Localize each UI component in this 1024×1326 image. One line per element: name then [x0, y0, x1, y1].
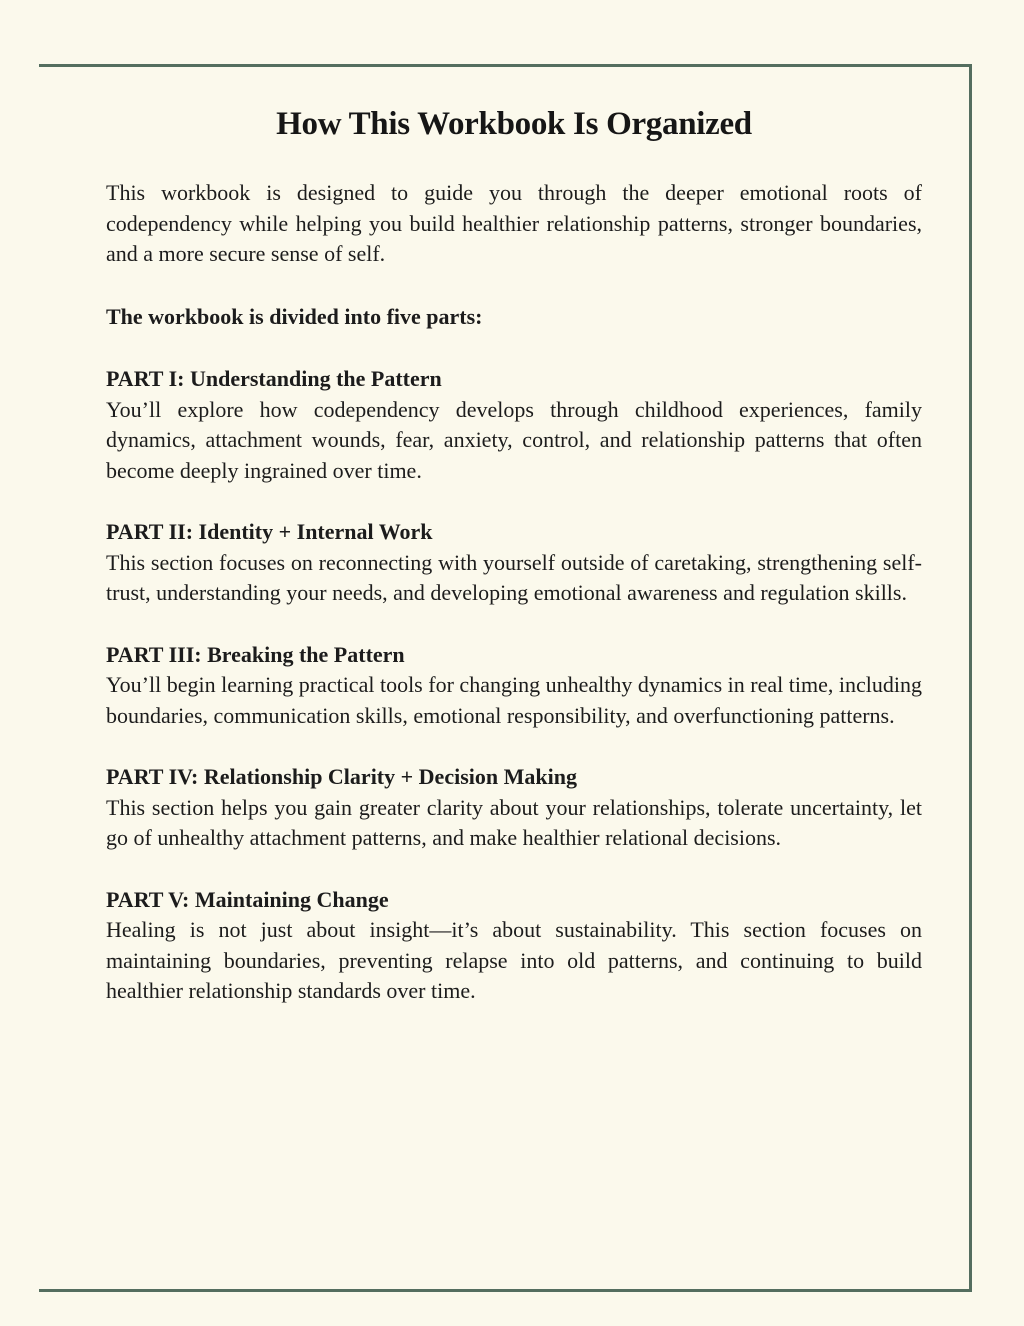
part-body: You’ll explore how codependency develops through childhood experiences, family dynamics, attachment wounds, fear, anxiety, control, and relationship patterns that often become deeply ingrained over time.: [106, 396, 922, 483]
part-section-1: [106, 364, 922, 486]
intro-paragraph: This workbook is designed to guide you through the deeper emotional roots of codependency while helping you build healthier relationship patterns, stronger boundaries, and a more secure sense of self.: [106, 180, 922, 266]
part-title: PART III: Breaking the Pattern: [106, 641, 405, 667]
document-content: [106, 100, 922, 1038]
part-title: PART IV: Relationship Clarity + Decision Making: [106, 764, 577, 789]
part-title: PART V: Maintaining Change: [106, 886, 389, 912]
part-section-2: [106, 517, 922, 609]
page-title: How This Workbook Is Organized: [276, 106, 752, 142]
part-section-5: [106, 885, 922, 1007]
part-body: This section focuses on reconnecting with yourself outside of caretaking, strengthening self-trust, understanding your needs, and developing emotional awareness and regulation skills.: [106, 549, 922, 605]
part-body: This section helps you gain greater clarity about your relationships, tolerate uncertainty, let go of unhealthy attachment patterns, and make healthier relational decisions.: [106, 794, 922, 850]
part-body: You’ll begin learning practical tools for changing unhealthy dynamics in real time, including boundaries, communication skills, emotional responsibility, and overfunctioning patterns.: [106, 672, 922, 728]
part-section-4: [106, 762, 922, 854]
part-body: Healing is not just about insight—it’s about sustainability. This section focuses on maintaining boundaries, preventing relapse into old patterns, and continuing to build healthier relationship standards over time.: [106, 917, 922, 1003]
parts-lead: The workbook is divided into five parts:: [106, 303, 483, 329]
part-section-3: [106, 640, 922, 732]
part-title: PART II: Identity + Internal Work: [106, 519, 433, 544]
part-title: PART I: Understanding the Pattern: [106, 366, 442, 391]
